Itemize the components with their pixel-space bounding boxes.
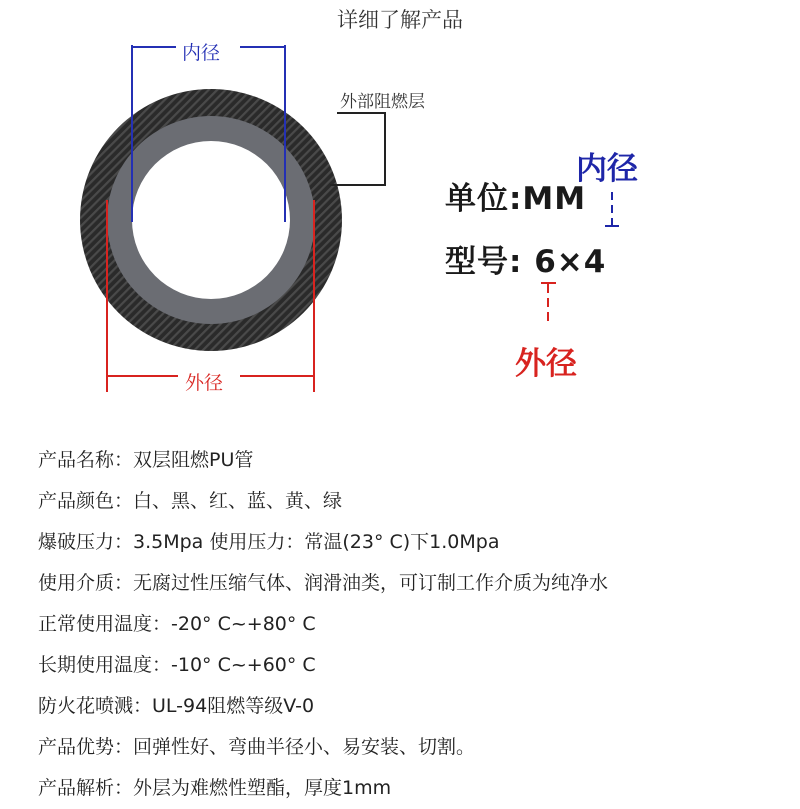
inner-diameter-label: 内径 xyxy=(182,42,221,64)
property-row: 产品名称：双层阻燃PU管 xyxy=(38,449,254,471)
property-row: 产品解析：外层为难燃性塑酯，厚度1mm xyxy=(38,777,392,799)
property-row: 产品颜色：白、黑、红、蓝、黄、绿 xyxy=(38,490,343,512)
unit-text: 单位:MM xyxy=(445,181,587,217)
model-text: 型号: 6×4 xyxy=(445,244,607,280)
page-header: 详细了解产品 xyxy=(337,8,463,32)
outer-diameter-label: 外径 xyxy=(185,372,224,394)
property-row: 使用介质：无腐过性压缩气体、润滑油类，可订制工作介质为纯净水 xyxy=(38,572,609,594)
outer-diameter-callout: 外径 xyxy=(515,346,577,382)
outer-layer-label: 外部阻燃层 xyxy=(340,92,425,112)
property-row: 爆破压力：3.5Mpa 使用压力：常温(23° C)下1.0Mpa xyxy=(38,531,500,553)
layer-leader-line xyxy=(330,113,385,185)
property-row: 防火花喷溅：UL-94阻燃等级V-0 xyxy=(38,695,315,717)
inner-callout-marker xyxy=(605,192,619,226)
property-row: 正常使用温度：-20° C~+80° C xyxy=(38,613,316,635)
tube-bore xyxy=(132,141,290,299)
property-row: 长期使用温度：-10° C~+60° C xyxy=(38,654,316,676)
product-properties-list xyxy=(38,440,788,809)
property-row: 产品优势：回弹性好、弯曲半径小、易安装、切割。 xyxy=(38,736,476,758)
inner-diameter-callout: 内径 xyxy=(576,151,638,187)
outer-callout-marker xyxy=(541,283,556,321)
